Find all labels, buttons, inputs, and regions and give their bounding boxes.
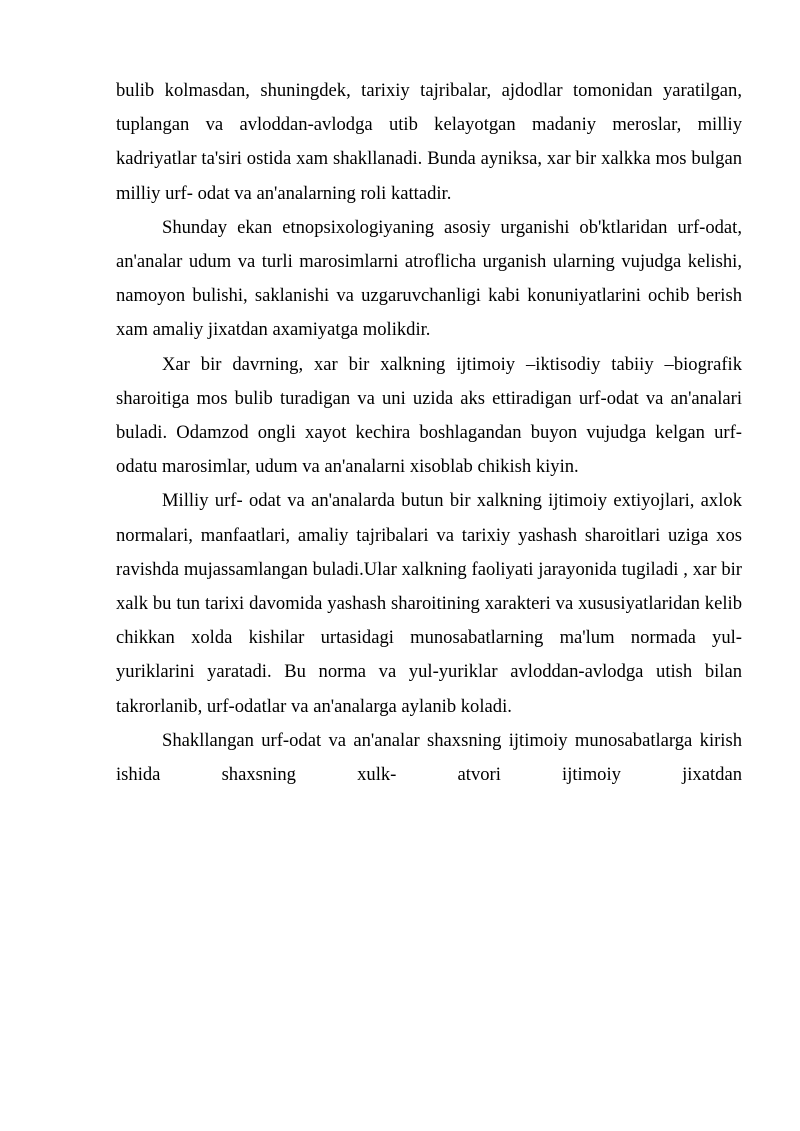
paragraph-4: Milliy urf- odat va an'analarda butun bir xalkning ijtimoiy extiyojlari, axlok normalari, manfaatlari, amaliy tajribalari va tarixiy yashash sharoitlari uziga xos ravishda mujassamlangan buladi.Ular xalkning faoliyati jarayonida tugiladi , xar bir xalk bu tun tarixi davomida yashash sharoitining xarakteri va xususiyatlaridan kelib chikkan xolda kishilar urtasidagi munosabatlarning ma'lum normada yul- yuriklarini yaratadi. Bu norma va yul-yuriklar avloddan-avlodga utish bilan takrorlanib, urf-odatlar va an'analarga aylanib koladi.: [116, 490, 742, 717]
paragraph-2: Shunday ekan etnopsixologiyaning asosiy urganishi ob'ktlaridan urf-odat, an'analar udum va turli marosimlarni atroflicha urganish ularning vujudga kelishi, namoyon bulishi, saklanishi va uzgaruvchanligi kabi konuniyatlarini ochib berish xam amaliy jixatdan axamiyatga molikdir.: [116, 216, 742, 341]
paragraph-5: Shakllangan urf-odat va an'analar shaxsning ijtimoiy munosabatlarga kirish ishida shaxsning xulk- atvori ijtimoiy jixatdan: [116, 729, 742, 786]
body-text: [116, 74, 742, 792]
paragraph-3: Xar bir davrning, xar bir xalkning ijtimoiy –iktisodiy tabiiy –biografik sharoitiga mos bulib turadigan va uni uzida aks ettiradigan urf-odat va an'analari buladi. Odamzod ongli xayot kechira boshlagandan buyon vujudga kelgan urf-odatu marosimlar, udum va an'analarni xisoblab chikish kiyin.: [116, 353, 742, 478]
paragraph-1: bulib kolmasdan, shuningdek, tarixiy tajribalar, ajdodlar tomonidan yaratilgan, tuplangan va avloddan-avlodga utib kelayotgan madaniy meroslar, milliy kadriyatlar ta'siri ostida xam shakllanadi. Bunda ayniksa, xar bir xalkka mos bulgan milliy urf- odat va an'analarning roli kattadir.: [116, 80, 742, 204]
